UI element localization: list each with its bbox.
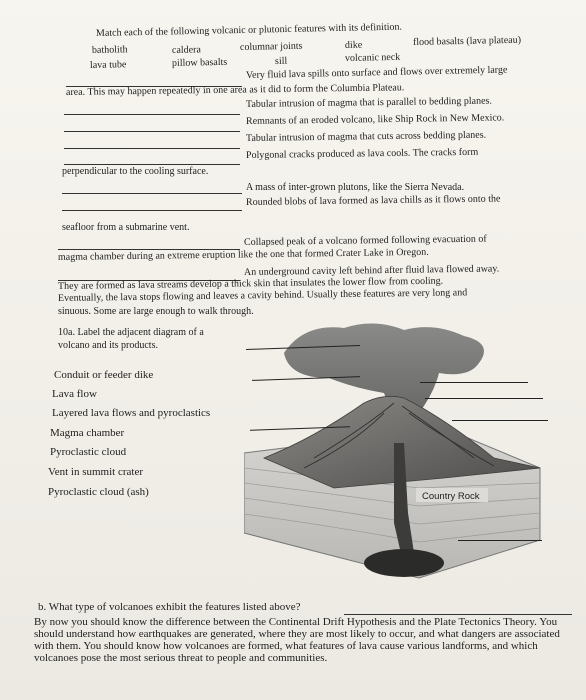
instruction-text: Match each of the following volcanic or plutonic features with its definition. <box>95 21 403 39</box>
definition-6: A mass of inter-grown plutons, like the Sierra Nevada. <box>246 182 465 193</box>
definition-9-cont2: Eventually, the lava stops flowing and leaves a cavity behind. Usually these features are very long and <box>57 287 468 304</box>
definition-5-cont: perpendicular to the cooling surface. <box>62 166 209 177</box>
label-lava-flow: Lava flow <box>52 388 97 400</box>
country-rock-label: Country Rock <box>422 491 480 502</box>
definition-3: Remnants of an eroded volcano, like Ship Rock in New Mexico. <box>245 112 505 127</box>
closing-paragraph: By now you should know the difference between the Continental Drift Hypothesis and the Plate Tectonics Theory. You should understand how earthquakes are generated, where they are most likely to occur, and what dangers are associated with them. You should know how volcanoes are formed, what features of lava cause various landforms, and which volcanoes pose the most serious threat to people and communities. <box>34 616 560 664</box>
definition-1-cont: area. This may happen repeatedly in one area as it did to form the Columbia Plateau. <box>65 82 405 98</box>
answer-blank-4[interactable] <box>64 148 240 149</box>
word-bank-lava-tube: lava tube <box>89 59 127 71</box>
leader-line-6 <box>452 420 548 421</box>
answer-blank-2[interactable] <box>64 114 240 115</box>
word-bank-dike: dike <box>344 39 363 51</box>
answer-blank-3[interactable] <box>64 131 240 132</box>
answer-blank-6[interactable] <box>62 193 242 194</box>
definition-7-cont: seafloor from a submarine vent. <box>62 222 190 233</box>
answer-blank-q10b[interactable] <box>344 614 572 615</box>
definition-8: Collapsed peak of a volcano formed following evacuation of <box>243 233 487 248</box>
word-bank-batholith: batholith <box>91 44 128 56</box>
label-pyroclastic-cloud: Pyroclastic cloud <box>50 446 127 458</box>
word-bank-caldera: caldera <box>171 44 201 56</box>
volcano-diagram <box>244 318 544 588</box>
definition-2: Tabular intrusion of magma that is parallel to bedding planes. <box>245 95 492 110</box>
label-vent: Vent in summit crater <box>48 466 144 478</box>
word-bank-volcanic-neck: volcanic neck <box>344 51 401 64</box>
label-ash-cloud: Pyroclastic cloud (ash) <box>48 486 149 498</box>
definition-4: Tabular intrusion of magma that cuts across bedding planes. <box>245 129 487 144</box>
word-bank-flood-basalts: flood basalts (lava plateau) <box>412 34 522 48</box>
answer-blank-7[interactable] <box>62 210 242 211</box>
answer-blank-5[interactable] <box>64 164 240 165</box>
word-bank-columnar-joints: columnar joints <box>239 40 303 53</box>
word-bank-sill: sill <box>274 55 288 67</box>
definition-9: An underground cavity left behind after fluid lava flowed away. <box>243 263 500 278</box>
label-conduit: Conduit or feeder dike <box>54 369 154 381</box>
leader-line-4 <box>425 398 543 399</box>
definition-7: Rounded blobs of lava formed as lava chills as it flows onto the <box>245 193 501 208</box>
q10a-prompt-cont: volcano and its products. <box>58 340 158 351</box>
leader-line-3 <box>420 382 528 383</box>
q10b-prompt: b. What type of volcanoes exhibit the features listed above? <box>38 601 301 613</box>
q10a-prompt: 10a. Label the adjacent diagram of a <box>58 327 204 338</box>
label-magma-chamber: Magma chamber <box>50 427 125 439</box>
definition-9-cont1: They are formed as lava streams develop a thick skin that insulates the lower flow from cooling. <box>57 275 444 292</box>
definition-9-cont3: sinuous. Some are large enough to walk through. <box>58 306 254 317</box>
definition-5: Polygonal cracks produced as lava cools. The cracks form <box>245 146 479 161</box>
leader-line-7 <box>458 540 542 541</box>
label-layered-flows: Layered lava flows and pyroclastics <box>52 407 211 419</box>
definition-1: Very fluid lava spills onto surface and flows over extremely large <box>245 64 508 81</box>
magma-chamber-shape <box>364 549 444 577</box>
definition-8-cont: magma chamber during an extreme eruption like the one that formed Crater Lake in Oregon. <box>57 246 429 263</box>
word-bank-pillow-basalts: pillow basalts <box>171 56 228 69</box>
